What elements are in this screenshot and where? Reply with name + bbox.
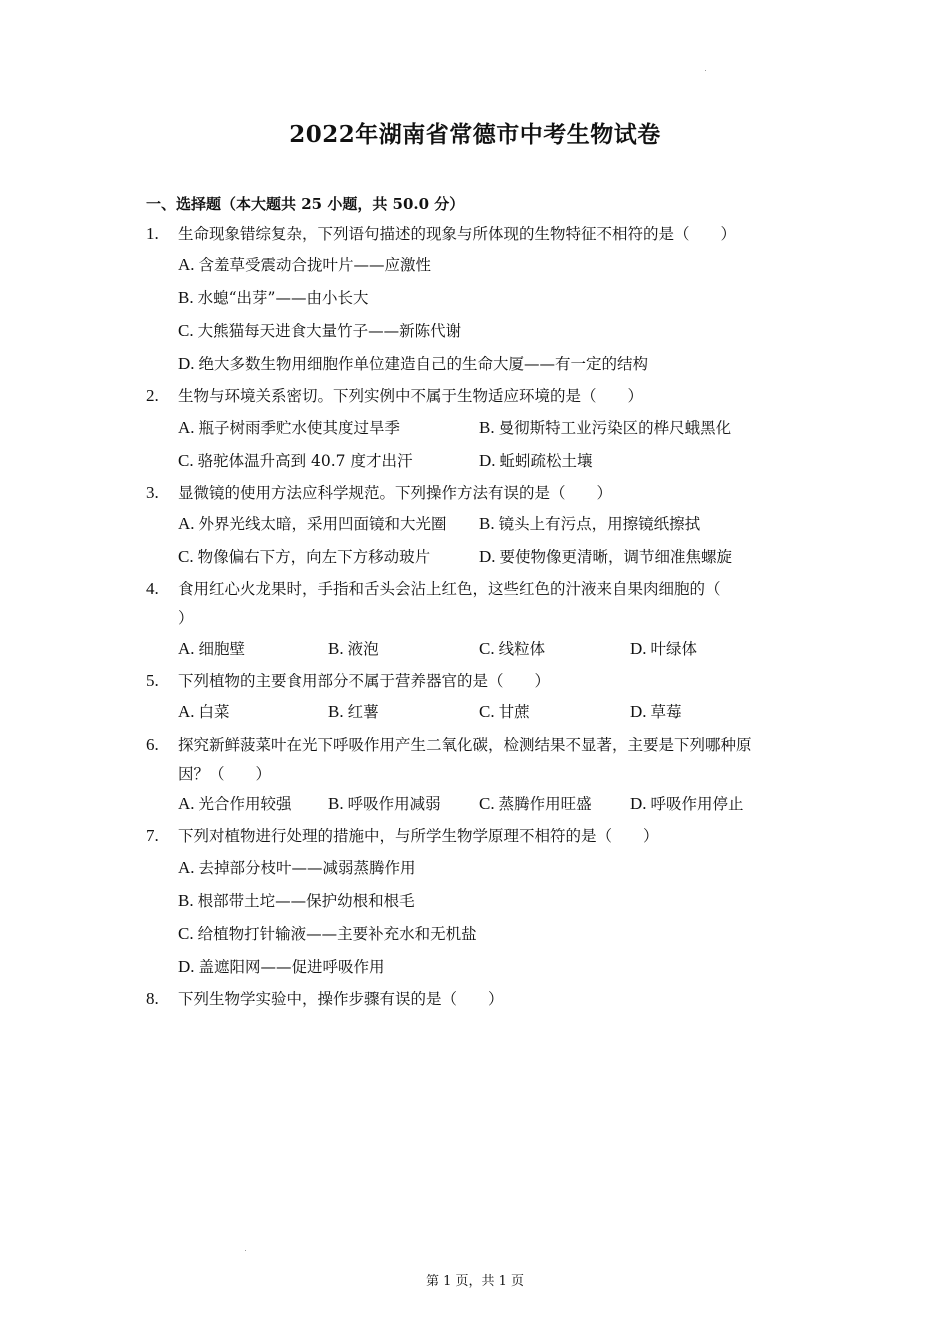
- option-a[interactable]: A. 外界光线太暗，采用凹面镜和大光圈: [178, 514, 447, 533]
- option-b[interactable]: B. 液泡: [328, 639, 379, 658]
- option-c[interactable]: C. 蒸腾作用旺盛: [479, 794, 592, 813]
- option-b[interactable]: B. 曼彻斯特工业污染区的桦尺蛾黑化: [479, 418, 732, 437]
- option-d[interactable]: D. 绝大多数生物用细胞作单位建造自己的生命大厦——有一定的结构: [178, 354, 649, 373]
- exam-title: 2022年湖南省常德市中考生物试卷: [289, 121, 661, 148]
- question-text: 显微镜的使用方法应科学规范。下列操作方法有误的是（ ）: [178, 484, 613, 502]
- scan-dot: [705, 70, 706, 71]
- question-7: [146, 826, 659, 846]
- question-4: [146, 579, 721, 599]
- option-a[interactable]: A. 瓶子树雨季贮水使其度过旱季: [178, 418, 401, 437]
- option-a[interactable]: A. 细胞壁: [178, 639, 246, 658]
- question-number: 4.: [146, 579, 159, 598]
- option-b[interactable]: B. 呼吸作用减弱: [328, 794, 441, 813]
- section-heading: 一、选择题（本大题共 25 小题，共 50.0 分）: [146, 195, 465, 213]
- question-text: 生物与环境关系密切。下列实例中不属于生物适应环境的是（ ）: [178, 387, 644, 405]
- question-8: [146, 989, 504, 1009]
- question-3: [146, 483, 612, 503]
- question-number: 5.: [146, 671, 159, 690]
- option-d[interactable]: D. 呼吸作用停止: [630, 794, 744, 813]
- question-text-continued: ）: [178, 609, 194, 627]
- option-d[interactable]: D. 盖遮阳网——促进呼吸作用: [178, 957, 385, 976]
- option-d[interactable]: D. 蚯蚓疏松土壤: [479, 451, 593, 470]
- option-c[interactable]: C. 给植物打针输液——主要补充水和无机盐: [178, 924, 477, 943]
- option-a[interactable]: A. 光合作用较强: [178, 794, 292, 813]
- option-d[interactable]: D. 草莓: [630, 702, 682, 721]
- question-text: 下列植物的主要食用部分不属于营养器官的是（ ）: [178, 672, 551, 690]
- question-text: 探究新鲜菠菜叶在光下呼吸作用产生二氧化碳，检测结果不显著，主要是下列哪种原: [178, 736, 752, 754]
- question-5: [146, 671, 550, 691]
- question-6: [146, 735, 752, 755]
- option-c[interactable]: C. 骆驼体温升高到 40.7 度才出汗: [178, 451, 413, 470]
- question-text: 下列生物学实验中，操作步骤有误的是（ ）: [178, 990, 504, 1008]
- option-b[interactable]: B. 镜头上有污点，用擦镜纸擦拭: [479, 514, 701, 533]
- question-1: [146, 224, 736, 244]
- question-text-continued: 因？（ ）: [178, 765, 272, 783]
- option-c[interactable]: C. 大熊猫每天进食大量竹子——新陈代谢: [178, 321, 462, 340]
- question-2: [146, 386, 643, 406]
- option-a[interactable]: A. 含羞草受震动合拢叶片——应激性: [178, 255, 432, 274]
- option-d[interactable]: D. 要使物像更清晰，调节细准焦螺旋: [479, 547, 733, 566]
- option-c[interactable]: C. 甘蔗: [479, 702, 530, 721]
- option-b[interactable]: B. 根部带土坨——保护幼根和根毛: [178, 891, 415, 910]
- option-c[interactable]: C. 线粒体: [479, 639, 546, 658]
- option-c[interactable]: C. 物像偏右下方，向左下方移动玻片: [178, 547, 431, 566]
- question-number: 8.: [146, 989, 159, 1008]
- option-b[interactable]: B. 水螅“出芽”——由小长大: [178, 288, 369, 307]
- option-b[interactable]: B. 红薯: [328, 702, 379, 721]
- question-text: 食用红心火龙果时，手指和舌头会沾上红色，这些红色的汁液来自果肉细胞的（: [178, 580, 721, 598]
- scan-dot: [245, 1250, 246, 1251]
- question-number: 6.: [146, 735, 159, 754]
- question-number: 2.: [146, 386, 159, 405]
- question-number: 7.: [146, 826, 159, 845]
- option-a[interactable]: A. 去掉部分枝叶——减弱蒸腾作用: [178, 858, 416, 877]
- question-number: 1.: [146, 224, 159, 243]
- question-text: 生命现象错综复杂，下列语句描述的现象与所体现的生物特征不相符的是（ ）: [178, 225, 737, 243]
- question-number: 3.: [146, 483, 159, 502]
- option-a[interactable]: A. 白菜: [178, 702, 230, 721]
- page-footer: 第 1 页，共 1 页: [425, 1274, 525, 1289]
- question-text: 下列对植物进行处理的措施中，与所学生物学原理不相符的是（ ）: [178, 827, 659, 845]
- option-d[interactable]: D. 叶绿体: [630, 639, 698, 658]
